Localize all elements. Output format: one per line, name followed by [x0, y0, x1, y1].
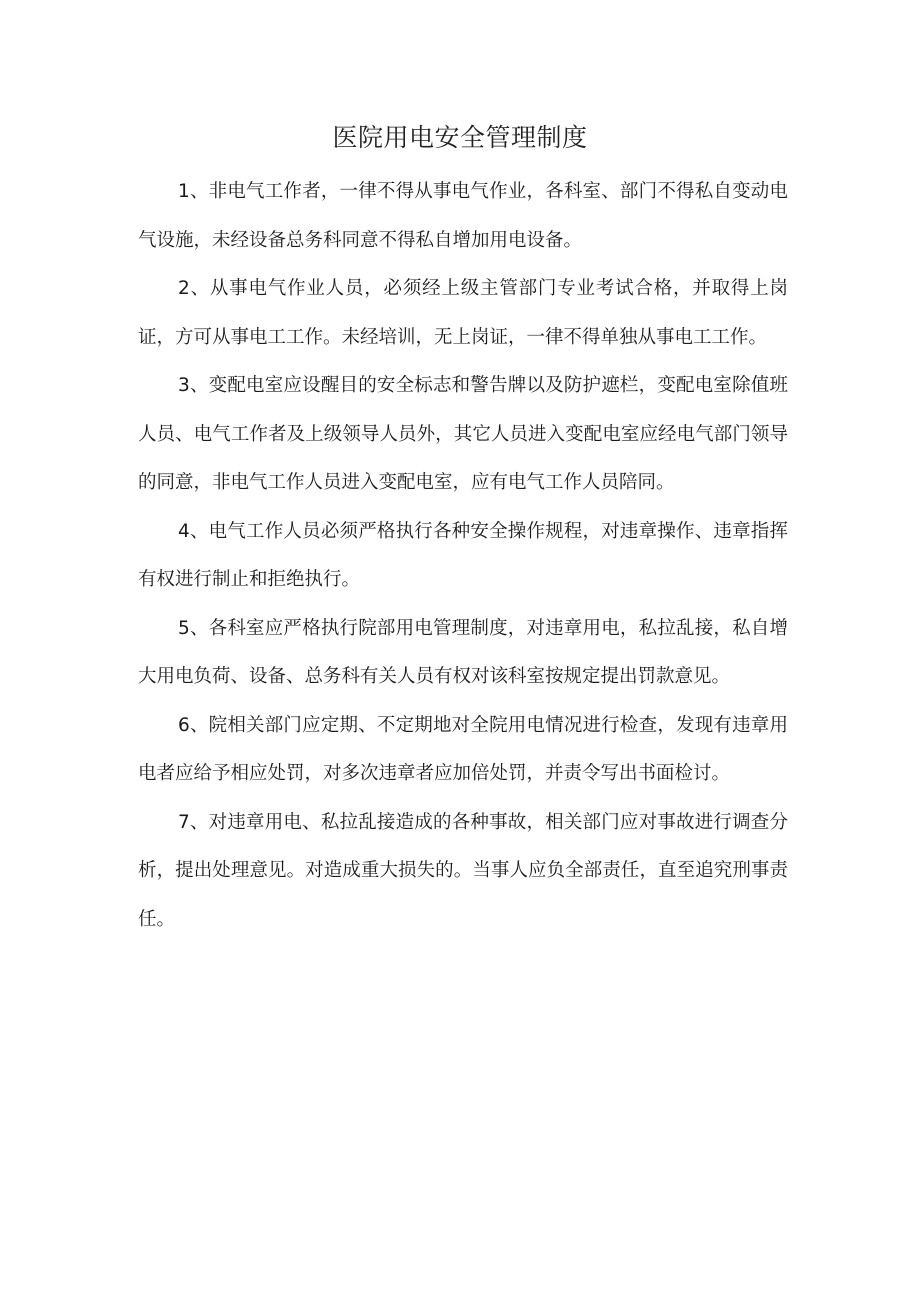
- clause-5: 5、各科室应严格执行院部用电管理制度，对违章用电，私拉乱接，私自增大用电负荷、设备、总务科有关人员有权对该科室按规定提出罚款意见。: [138, 617, 788, 687]
- clause-6: 6、院相关部门应定期、不定期地对全院用电情况进行检查，发现有违章用电者应给予相应处罚，对多次违章者应加倍处罚，并责令写出书面检讨。: [138, 714, 788, 784]
- clause-3: 3、变配电室应设醒目的安全标志和警告牌以及防护遮栏，变配电室除值班人员、电气工作者及上级领导人员外，其它人员进入变配电室应经电气部门领导的同意，非电气工作人员进入变配电室，应有电气工作人员陪同。: [138, 375, 788, 493]
- clause-4: 4、电气工作人员必须严格执行各种安全操作规程，对违章操作、违章指挥有权进行制止和拒绝执行。: [138, 520, 788, 590]
- document-title: 医院用电安全管理制度: [332, 123, 588, 152]
- clause-7: 7、对违章用电、私拉乱接造成的各种事故，相关部门应对事故进行调查分析，提出处理意见。对造成重大损失的。当事人应负全部责任，直至追究刑事责任。: [138, 811, 788, 930]
- document-body: [138, 168, 788, 944]
- clause-1: 1、非电气工作者，一律不得从事电气作业，各科室、部门不得私自变动电气设施，未经设备总务科同意不得私自增加用电设备。: [138, 181, 788, 251]
- clause-2: 2、从事电气作业人员，必须经上级主管部门专业考试合格，并取得上岗证，方可从事电工工作。未经培训，无上岗证，一律不得单独从事电工工作。: [138, 278, 788, 348]
